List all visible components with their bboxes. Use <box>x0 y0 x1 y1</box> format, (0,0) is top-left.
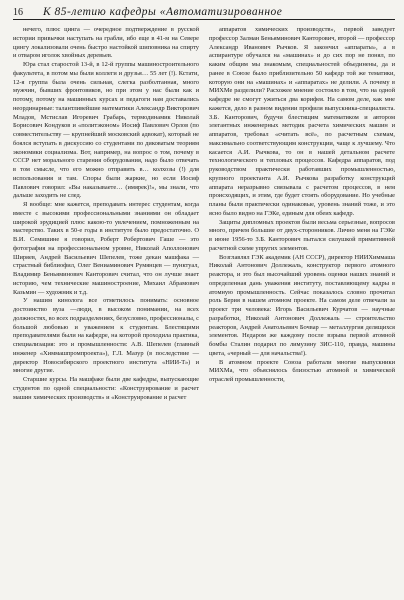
header-rule <box>13 19 395 20</box>
text-columns <box>13 26 395 402</box>
left-column <box>13 26 199 402</box>
paragraph: Защиты дипломных проектов были весьма серьезные, вопросов много, причем большие от двух-сторонников. Лично меня на ГЭКе в июне 1956-то З.Б. Канторович пытался силушкой примитивной расчетной схеме упругих элементов. <box>209 218 395 252</box>
paragraph: Юра стал старостой 13-й, в 12-й группы машиностроительного факультета, в потом мы были коллеги и друзья… 55 лет (!). Кстати, 12-я группа была очень сильная, слегка разболтанная, много мужчин, бывших фронтовиков, но при этом у нас были как и потому, потому на машинных курсах и педагоги нам доставались неординарные: талантливейшие математики Александр Викторович Младов, Мстислав Игоревич Грабарь, термодинамик Николай Борисович Кондуков и «политэконом» Иосиф Павлович Орлов (по совместительству — крупнейший московский адвокат), который не боялся вступать в дискуссию со студентами по диковатым теориям экономики социализма. Вот, например, на вопрос о том, почему в СССР нет морального старения оборудования, надо было отвечать в том смысле, что его можно отправить в… колхозы (!) для использования и там. Споры были жаркие, но если Иосиф Павлович говорил: «Вы наказываете… (имярек)!», мы знали, что дальше заходить не след. <box>13 61 199 200</box>
running-header <box>13 4 395 20</box>
paragraph: У нашим кинолога все отметилось понимать: основное достоинство вуза —люди, в высоком понимании, на всех должностях, во всех подразделениях, безусловно, профессионалы, с большой любовью и уважением к студентам. Блестящими преподавателями были на кафедре, на которой проходила практика, специализация: это и промышленности: А.В. Шепелев (главный инженер «Химмашпромпроекта»), Г.Л. Мазур (в последствие — директор Новосибирского проектного института «НИИ-Т») и многие другие. <box>13 297 200 375</box>
paragraph: нечего, плюс цинга — очередное подтверждение в русской истории привычки наступать на грабли, ибо еще в 41-м на Севере цингу локализовали очень быстро настойкой шиповника на спирту и отваром иголок хвойных деревьев. <box>13 26 199 60</box>
paragraph: Возглавлял ГЭК академик (АН СССР), директор НИИХиммаша Николай Антонович Доллежаль, конструктор первого атомного реактора, и это был высочайший уровень оценки наших знаний и определенная дань уважения институту, поставляющему кадры в атомную промышленность. Сейчас показалось словно прочитал роль Берия в нашем атомном проекте. На самом деле отвечали за проект три человека: Игорь Васильевич Курчатов — научные разработки, Николай Антонович Доллежаль — строительство реакторов, Андрей Анатольевич Бочвар — металлургия делящихся элементов. Недаром же каждому после взрыва первой атомной бомбы Сталин подарил по лимузину ЗИС-110, правда, машины цвета, «черный — для начальства!). <box>209 253 395 357</box>
paragraph: аппаратов химических производств», первой заведует профессор Залман Беньяминович Канторович, второй — профессор Александр Иванович Рычков. Я закончил «аппараты», а в аспирантуре обучался на «машинах» и до сих пор не понял, по каким общим мы знакомым, специальностей объединены, да и ранее в Союзе было приблизительно 50 кафедр той же тематики, которую они на «машинах» и «аппаратах» не делили. А почему в МИХМе разделили? Расхожее мнение состояло в том, что на одной кафедре не смогут ужиться два корифея. На самом деле, как мне кажется, дело в разном видении профиля выпускника-специалиста. З.Б. Канторович, будучи блестящим математиком и автором элегантных инженерных методик расчета химических машин и аппаратов, требовал «считать всё», по расчетным схемам, максимально соответствующим конструкции, чаще к лучшему. Что касается А.И. Рычкова, то он в нашей детальном расчете технологического и тепловых процессов. Кафедра аппаратов, под руководством практически работавших промышленностью, крупного проектанта А.И. Рычкова разработку конструкций аппарата неразрывно связывала с расчетом процессов, в нем происходящих, и этим, где будет стоять оборудование. Но учебные планы были практически одинаковые, уровень знаний тоже, и это ясно было видно на ГЭКе, единым для обеих кафедр. <box>209 26 395 217</box>
paragraph: Я вообще: мне кажется, преподавать интерес студентам, когда вместе с высокими профессиональными знаниями он обладает широкой эрудицией плюс какою-то увлечением, помноженным на мастерство. Таких в 50-е годы в институте было предостаточно. О В.И. Семишине я говорил, Роберт Робертович Гаше — это фотография на профессиональном уровне, Николай Аполлонович Ширяев, Андрей Васильевич Шепелев, тоже декан машфака — страстный библиофил, Олег Вениаминович Румянцев — пунктуал, Владимир Беньяминович Канторович считал, что он лучше знает историю, чем технические машиностроение, Михаил Абрамович Казьмин — художник и т.д. <box>13 201 199 296</box>
paragraph: Старшие курсы. На машфаке были две кафедры, выпускающие студентов по одной специальности: «Конструирование и расчет машин химических производств» и «Конструирование и расчет <box>13 376 199 401</box>
right-column <box>209 26 395 402</box>
paragraph: В атомном проекте Союза работали многие выпускники МИХМа, что объяснялось близостью атомной и химической отраслей промышленности, <box>209 358 395 383</box>
page-number: 16 <box>13 7 23 18</box>
running-title: К 85-летию кафедры «Автоматизированное <box>43 5 283 18</box>
